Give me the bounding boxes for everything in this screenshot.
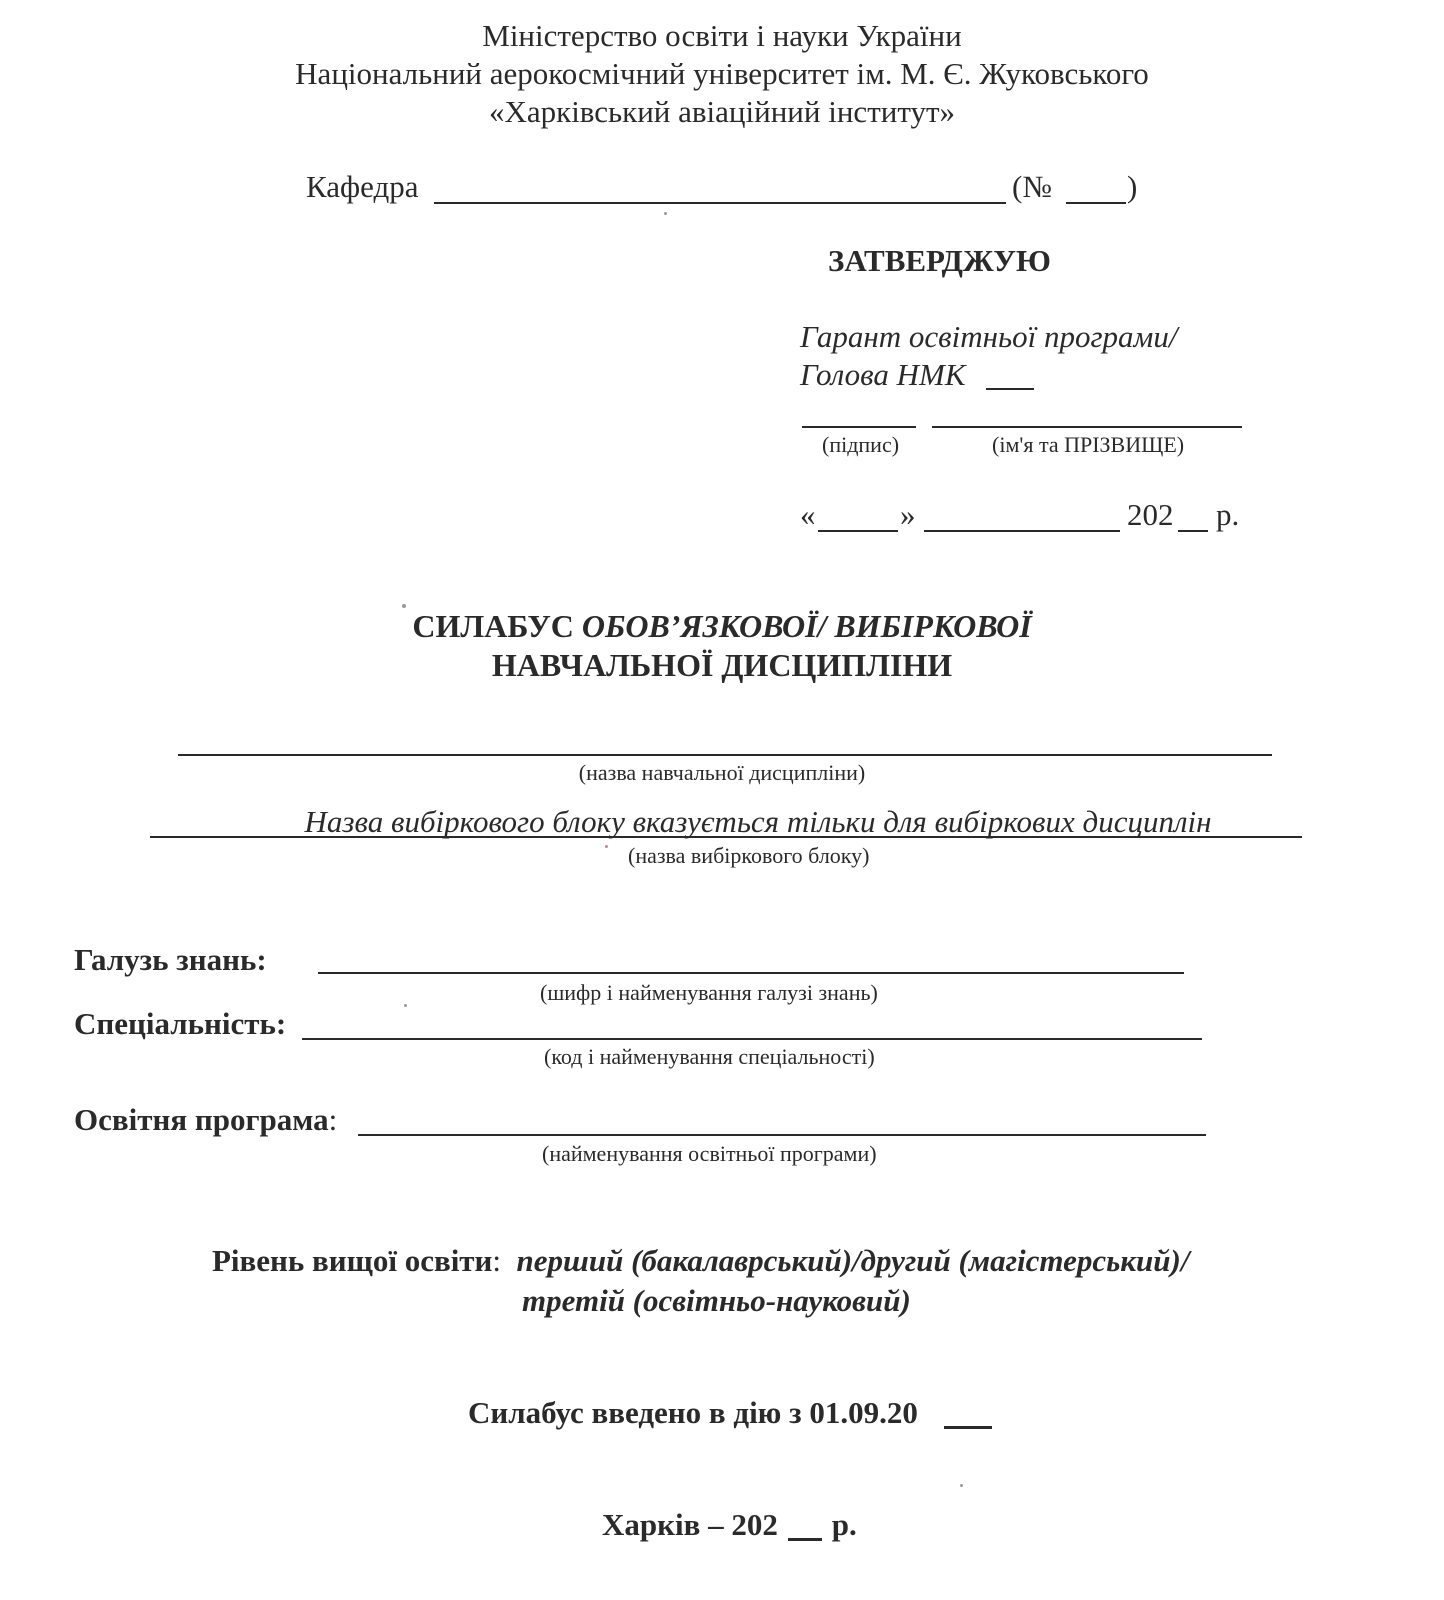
discipline-name-line xyxy=(178,754,1272,756)
field-of-knowledge-label: Галузь знань: xyxy=(74,942,267,977)
approval-nmk-line xyxy=(986,388,1034,390)
name-line xyxy=(932,426,1242,428)
education-level-value-line1: перший (бакалаврський)/другий (магістерський)/ xyxy=(516,1243,1190,1278)
date-day-line xyxy=(818,530,898,532)
syllabus-title-type: ОБОВ’ЯЗКОВОЇ/ ВИБІРКОВОЇ xyxy=(581,608,1032,644)
scan-speck xyxy=(664,212,667,215)
effective-year-line xyxy=(944,1426,992,1429)
elective-block-line xyxy=(150,836,1302,838)
program-label: Освітня програма xyxy=(74,1102,329,1137)
scan-speck xyxy=(960,1484,963,1487)
footer-city-year: Харків – 202 xyxy=(602,1507,778,1542)
field-of-knowledge-line xyxy=(318,972,1184,974)
field-of-knowledge-caption: (шифр і найменування галузі знань) xyxy=(540,980,878,1005)
scan-speck xyxy=(402,604,406,608)
name-caption: (ім'я та ПРІЗВИЩЕ) xyxy=(992,432,1185,457)
program-colon: : xyxy=(328,1102,338,1137)
department-number-line xyxy=(1066,202,1126,204)
date-month-line xyxy=(924,530,1120,532)
effective-date-text: Силабус введено в дію з 01.09.20 xyxy=(468,1395,918,1430)
education-level-value-line2: третій (освітньо-науковий) xyxy=(522,1283,911,1318)
department-number-close: ) xyxy=(1127,169,1138,204)
education-level-colon: : xyxy=(492,1243,502,1278)
elective-block-note: Назва вибіркового блоку вказується тільки для вибіркових дисциплін xyxy=(304,804,1212,839)
university-name: Національний аерокосмічний університет ім. М. Є. Жуковського xyxy=(295,56,1149,91)
program-line xyxy=(358,1134,1206,1136)
ministry-name: Міністерство освіти і науки України xyxy=(482,18,962,53)
syllabus-title-line2: НАВЧАЛЬНОЇ ДИСЦИПЛІНИ xyxy=(491,647,953,683)
signature-line xyxy=(802,426,916,428)
syllabus-title-line1 xyxy=(0,606,1444,646)
discipline-caption: (назва навчальної дисципліни) xyxy=(578,760,866,785)
scan-speck xyxy=(605,845,608,848)
specialty-label: Спеціальність: xyxy=(74,1006,287,1041)
institute-name: «Харківський авіаційний інститут» xyxy=(488,94,956,129)
program-caption: (найменування освітньої програми) xyxy=(542,1141,877,1166)
date-open-quote: « xyxy=(800,497,816,532)
date-year-line xyxy=(1178,530,1208,532)
approval-role-line2: Голова НМК xyxy=(800,357,966,392)
department-number-open: (№ xyxy=(1012,169,1052,204)
education-level-line1 xyxy=(212,1242,1189,1280)
approval-role-line1: Гарант освітньої програми/ xyxy=(800,319,1178,354)
department-label: Кафедра xyxy=(306,169,419,204)
program-label-wrap xyxy=(74,1102,337,1138)
specialty-line xyxy=(302,1038,1202,1040)
footer-year-suffix: р. xyxy=(824,1507,857,1542)
syllabus-title-prefix: СИЛАБУС xyxy=(412,608,582,644)
footer-year-line xyxy=(788,1538,822,1541)
date-year: 202 xyxy=(1127,497,1174,532)
date-year-suffix: р. xyxy=(1216,497,1240,532)
elective-block-caption: (назва вибіркового блоку) xyxy=(628,843,870,868)
scan-speck xyxy=(404,1004,407,1007)
signature-caption: (підпис) xyxy=(822,432,900,457)
date-close-quote: » xyxy=(900,497,916,532)
department-name-line xyxy=(434,202,1006,204)
education-level-label: Рівень вищої освіти xyxy=(212,1243,493,1278)
approval-title: ЗАТВЕРДЖУЮ xyxy=(828,243,1051,278)
specialty-caption: (код і найменування спеціальності) xyxy=(544,1044,875,1069)
